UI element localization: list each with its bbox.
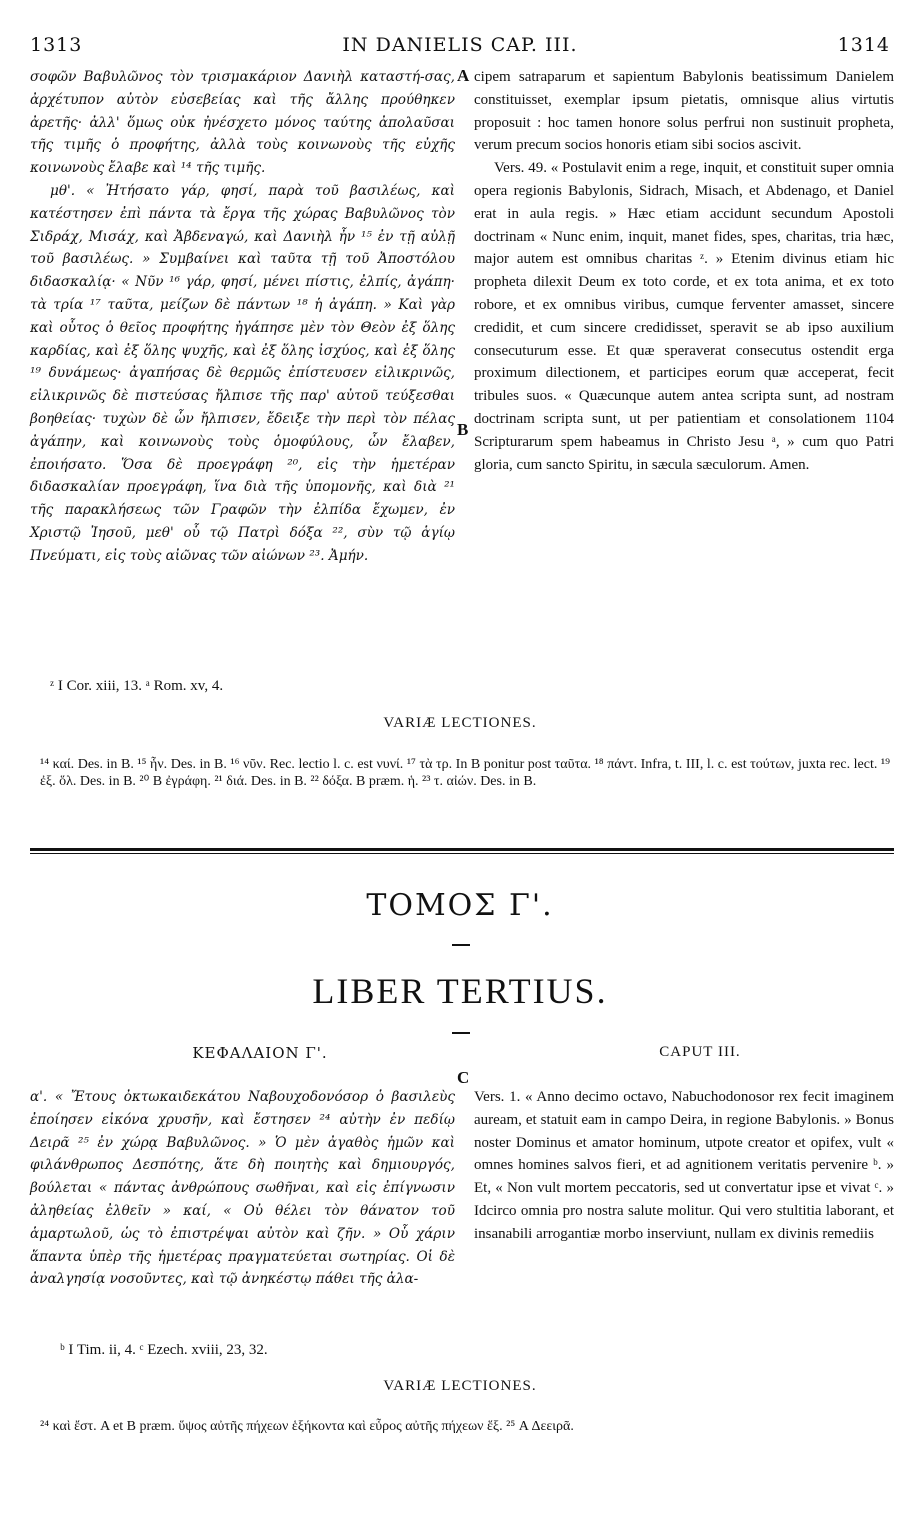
margin-marker-c: C xyxy=(457,1068,470,1087)
right-page-number: 1314 xyxy=(837,34,890,56)
title-dash xyxy=(452,944,470,946)
chapter-heading-latin: CAPUT III. xyxy=(659,1044,741,1060)
divider-rule-thin xyxy=(30,853,894,854)
margin-marker-a: A xyxy=(457,66,470,85)
latin-paragraph: cipem satraparum et sapientum Babylonis beatissimum Danielem constituisset, exemplar ipsum pietatis, omnisque alius virtutis proposuit : hoc tamen honore solus perfrui non sustinuit propheta, verum precum socios honoris etiam sibi socios ascivit. xyxy=(474,69,894,154)
latin-column-chapter xyxy=(474,1086,894,1246)
greek-paragraph: μθ'. « Ἠτήσατο γάρ, φησί, παρὰ τοῦ βασιλέως, καὶ κατέστησεν ἐπὶ πάντα τὰ ἔργα τῆς χώρας Βαβυλῶνος τὸν Σιδράχ, Μισάχ, καὶ Ἀβδεναγώ, καὶ Δανιὴλ ἦν ¹⁵ ἐν τῇ αὐλῇ τοῦ βασιλέως. » Συμβαίνει καὶ ταῦτα τῇ τοῦ Ἀποστόλου διδασκαλίᾳ· « Νῦν ¹⁶ γάρ, φησί, μένει πίστις, ἐλπίς, ἀγάπη· τὰ τρία ¹⁷ ταῦτα, μείζων δὲ πάντων ¹⁸ ἡ ἀγάπη. » Καὶ γὰρ καὶ οὗτος ὁ θεῖος προφήτης ἠγάπησε μὲν τὸν Θεὸν ἐξ ὅλης καρδίας, καὶ ἐξ ὅλης ψυχῆς, καὶ ἐξ ὅλης ἰσχύος, καὶ ἐξ ὅλης ¹⁹ δυνάμεως· ἀγαπήσας δὲ θερμῶς ἐπίστευσεν εἰλικρινῶς, εἰλικρινῶς δὲ πιστεύσας ἤλπισε τῆς παρ' αὐτοῦ τεύξεσθαι βοηθείας· τυχὼν δὲ ὧν ἤλπισεν, ἔδειξε τὴν περὶ τὸν πέλας ἀγάπην, καὶ κοινωνοὺς τοὺς ὁμοφύλους, ὧν ἔλαβεν, ἐποιήσατο. Ὅσα δὲ προεγράφη ²⁰, εἰς τὴν ἡμετέραν διδασκαλίαν προεγράφη, ἵνα διὰ τῆς ὑπομονῆς, καὶ διὰ ²¹ τῆς παρακλήσεως τῶν Γραφῶν τὴν ἐλπίδα ἔχωμεν, ἐν Χριστῷ Ἰησοῦ, μεθ' οὗ τῷ Πατρὶ δόξα ²², σὺν τῷ ἁγίῳ Πνεύματι, εἰς τοὺς αἰῶνας τῶν αἰώνων ²³. Ἀμήν. xyxy=(30,182,455,564)
latin-chapter-text: Vers. 1. « Anno decimo octavo, Nabuchodonosor rex fecit imaginem auream, et statuit eam in campo Deira, in regione Babylonis. » Bonus noster Dominus et amator hominum, utpote creator et opifex, vult « omnes homines salvos fieri, et ad agnitionem veritatis pervenire ᵇ. » Et, « Non vult mortem peccatoris, sed ut convertatur ipse et vivat ᶜ. » Idcirco omnia pro nostra salute molitur. Qui vero stultitia laborant, et insanabili arrogantiæ morbo inserviunt, nullam ex divinis remediis xyxy=(474,1089,894,1242)
variae-lectiones-heading-2: VARIÆ LECTIONES. xyxy=(383,1378,537,1394)
divider-rule xyxy=(30,848,894,851)
footnotes-top: ᶻ I Cor. xiii, 13. ᵃ Rom. xv, 4. xyxy=(50,678,224,694)
greek-column-chapter xyxy=(30,1086,455,1291)
left-page-number: 1313 xyxy=(30,34,83,56)
greek-paragraph: σοφῶν Βαβυλῶνος τὸν τρισμακάριον Δανιὴλ καταστή-σας, ἀρχέτυπον αὐτὸν εὐσεβείας καὶ τῆς ἄλλης προύθηκεν ἀρετῆς· ἀλλ' ὅμως οὐκ ἠνέσχετο μόνος ταύτης ἀπολαῦσαι τῆς τιμῆς ὁ προφήτης, ἀλλὰ τοὺς κοινωνοὺς τῆς εὐχῆς κοινωνοὺς ἔλαβε καὶ ¹⁴ τῆς τιμῆς. xyxy=(30,69,455,177)
footnotes-chapter: ᵇ I Tim. ii, 4. ᶜ Ezech. xviii, 23, 32. xyxy=(60,1342,268,1358)
chapter-heading-greek: ΚΕΦΑΛΑΙΟΝ Γ'. xyxy=(192,1044,328,1062)
latin-paragraph: Vers. 49. « Postulavit enim a rege, inquit, et constituit super omnia opera regionis Babylonis, Sidrach, Misach, et Abdenago, et Daniel erat in aula regis. » Hæc etiam accidunt secundum Apostoli doctrinam « Nunc enim, inquit, manet fides, spes, charitas, tria hæc, major autem est omnibus charitas ᶻ. » Etenim divinus etiam hic propheta dilexit Deum ex toto corde, et ex tota anima, et ex toto robore, et ex omnibus viribus, cumque ferventer amasset, sincere credidit, et cum sincere credidisset, speravit se ab ipso auxilium consecuturum esse. Et quæ speraverat consecutus ostendit erga proximum dilectionem, et participes eorum quæ acceperat, fecit tribules suos. « Quæcunque autem antea scripta sunt, ad nostram doctrinam scripta sunt, ut per patientiam et consolationem 1104 Scripturarum spem habeamus in Christo Jesu ᵃ, » cum quo Patri gloria, cum sancto Spiritu, in sæcula sæculorum. Amen. xyxy=(474,160,894,473)
variae-lectiones-text-2: ²⁴ καὶ ἔστ. A et B præm. ὕψος αὐτῆς πήχεων ἑξήκοντα καὶ εὖρος αὐτῆς πήχεων ἕξ. ²⁵ A Δεειρᾶ. xyxy=(40,1419,574,1434)
variae-lectiones-heading: VARIÆ LECTIONES. xyxy=(383,715,537,731)
title-dash xyxy=(452,1032,470,1034)
book-title-greek: ΤΟΜΟΣ Γ'. xyxy=(366,888,554,923)
running-head xyxy=(30,34,890,62)
variae-lectiones-text: ¹⁴ καί. Des. in B. ¹⁵ ἦν. Des. in B. ¹⁶ νῦν. Rec. lectio l. c. est νυνί. ¹⁷ τὰ τρ. In B ponitur post ταῦτα. ¹⁸ πάντ. Infra, t. III, l. c. est τούτων, juxta rec. lect. ¹⁹ ἐξ. ὅλ. Des. in B. ²⁰ B ἐγράφη. ²¹ διά. Des. in B. ²² δόξα. B præm. ἡ. ²³ τ. αἰών. Des. in B. xyxy=(40,757,890,789)
greek-column-top xyxy=(30,66,455,568)
running-title: IN DANIELIS CAP. III. xyxy=(342,34,578,56)
margin-marker-b: B xyxy=(457,420,469,439)
book-title-latin: LIBER TERTIUS. xyxy=(312,971,608,1011)
latin-column-top xyxy=(474,66,894,476)
greek-chapter-text: α'. « Ἔτους ὀκτωκαιδεκάτου Ναβουχοδονόσορ ὁ βασιλεὺς ἐποίησεν εἰκόνα χρυσῆν, καὶ ἔστησεν ²⁴ αὐτὴν ἐν πεδίῳ Δειρᾶ ²⁵ ἐν χώρᾳ Βαβυλῶνος. » Ὁ μὲν ἀγαθὸς ἡμῶν καὶ φιλάνθρωπος Δεσπότης, ἅτε δὴ ποιητὴς καὶ δημιουργός, βούλεται « πάντας ἀνθρώπους σωθῆναι, καὶ εἰς ἐπίγνωσιν ἀληθείας ἐλθεῖν » καί, « Οὐ θέλει τὸν θάνατον τοῦ ἁμαρτωλοῦ, ὡς τὸ ἐπιστρέψαι αὐτὸν καὶ ζῆν. » Οὗ χάριν ἅπαντα ὑπὲρ τῆς ἡμετέρας πραγματεύεται σωτηρίας. Οἱ δὲ ἀναλγησίᾳ νοσοῦντες, καὶ τῷ ἀνηκέστῳ πάθει τῆς ἀλα- xyxy=(30,1089,455,1288)
